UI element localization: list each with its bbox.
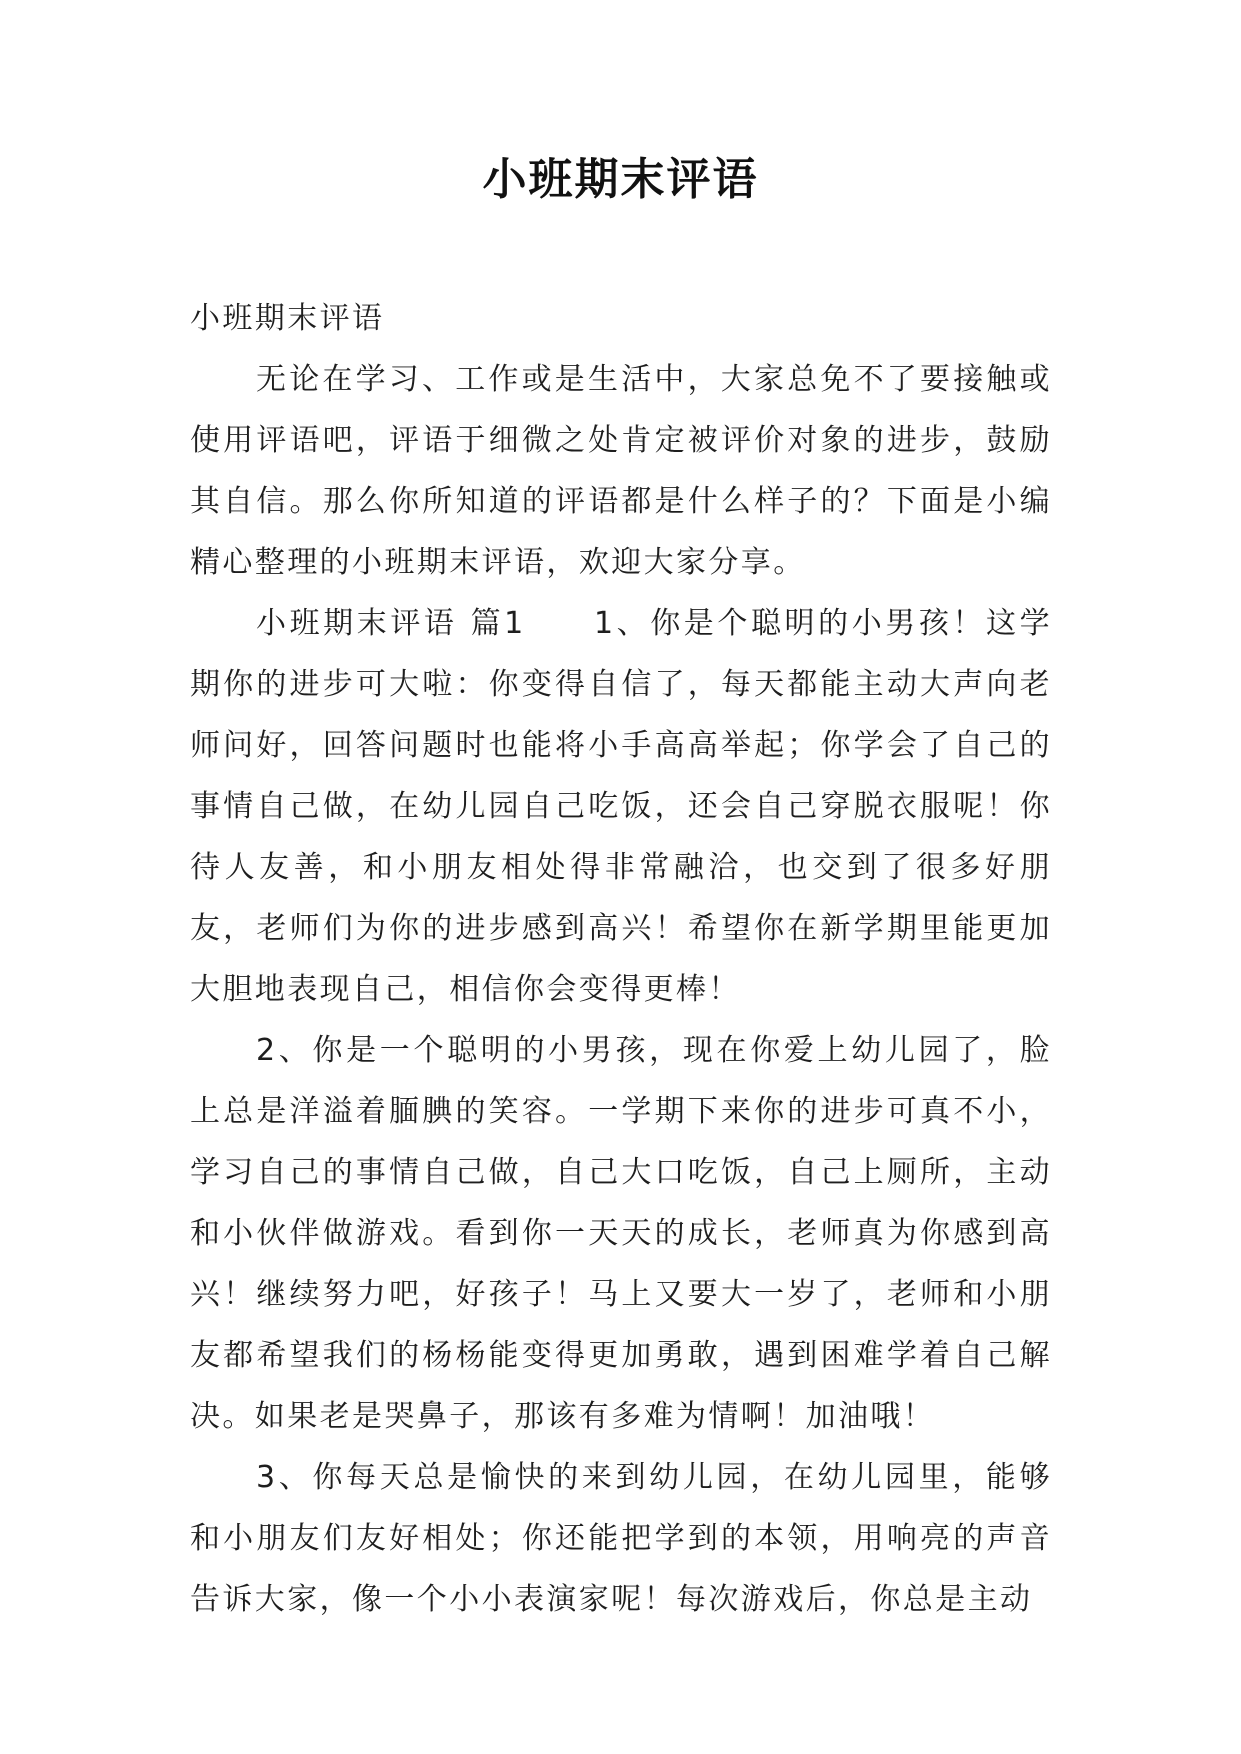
paragraph-subtitle: 小班期末评语	[190, 301, 385, 336]
document-body	[190, 288, 1052, 1630]
paragraph-comment-1: 小班期末评语 篇1 1、你是个聪明的小男孩！这学期你的进步可大啦：你变得自信了，每天都能主动大声向老师问好，回答问题时也能将小手高高举起；你学会了自己的事情自己做，在幼儿园自己吃饭，还会自己穿脱衣服呢！你待人友善，和小朋友相处得非常融洽，也交到了很多好朋友，老师们为你的进步感到高兴！希望你在新学期里能更加大胆地表现自己，相信你会变得更棒！	[190, 606, 1052, 1007]
document-title: 小班期末评语	[482, 154, 759, 205]
paragraph-comment-3: 3、你每天总是愉快的来到幼儿园，在幼儿园里，能够和小朋友们友好相处；你还能把学到的本领，用响亮的声音告诉大家，像一个小小表演家呢！每次游戏后，你总是主动	[190, 1460, 1052, 1617]
paragraph-intro: 无论在学习、工作或是生活中，大家总免不了要接触或使用评语吧，评语于细微之处肯定被评价对象的进步，鼓励其自信。那么你所知道的评语都是什么样子的？下面是小编精心整理的小班期末评语，欢迎大家分享。	[190, 362, 1052, 580]
paragraph-comment-2: 2、你是一个聪明的小男孩，现在你爱上幼儿园了，脸上总是洋溢着腼腆的笑容。一学期下来你的进步可真不小，学习自己的事情自己做，自己大口吃饭，自己上厕所，主动和小伙伴做游戏。看到你一天天的成长，老师真为你感到高兴！继续努力吧，好孩子！马上又要大一岁了，老师和小朋友都希望我们的杨杨能变得更加勇敢，遇到困难学着自己解决。如果老是哭鼻子，那该有多难为情啊！加油哦！	[190, 1033, 1052, 1434]
